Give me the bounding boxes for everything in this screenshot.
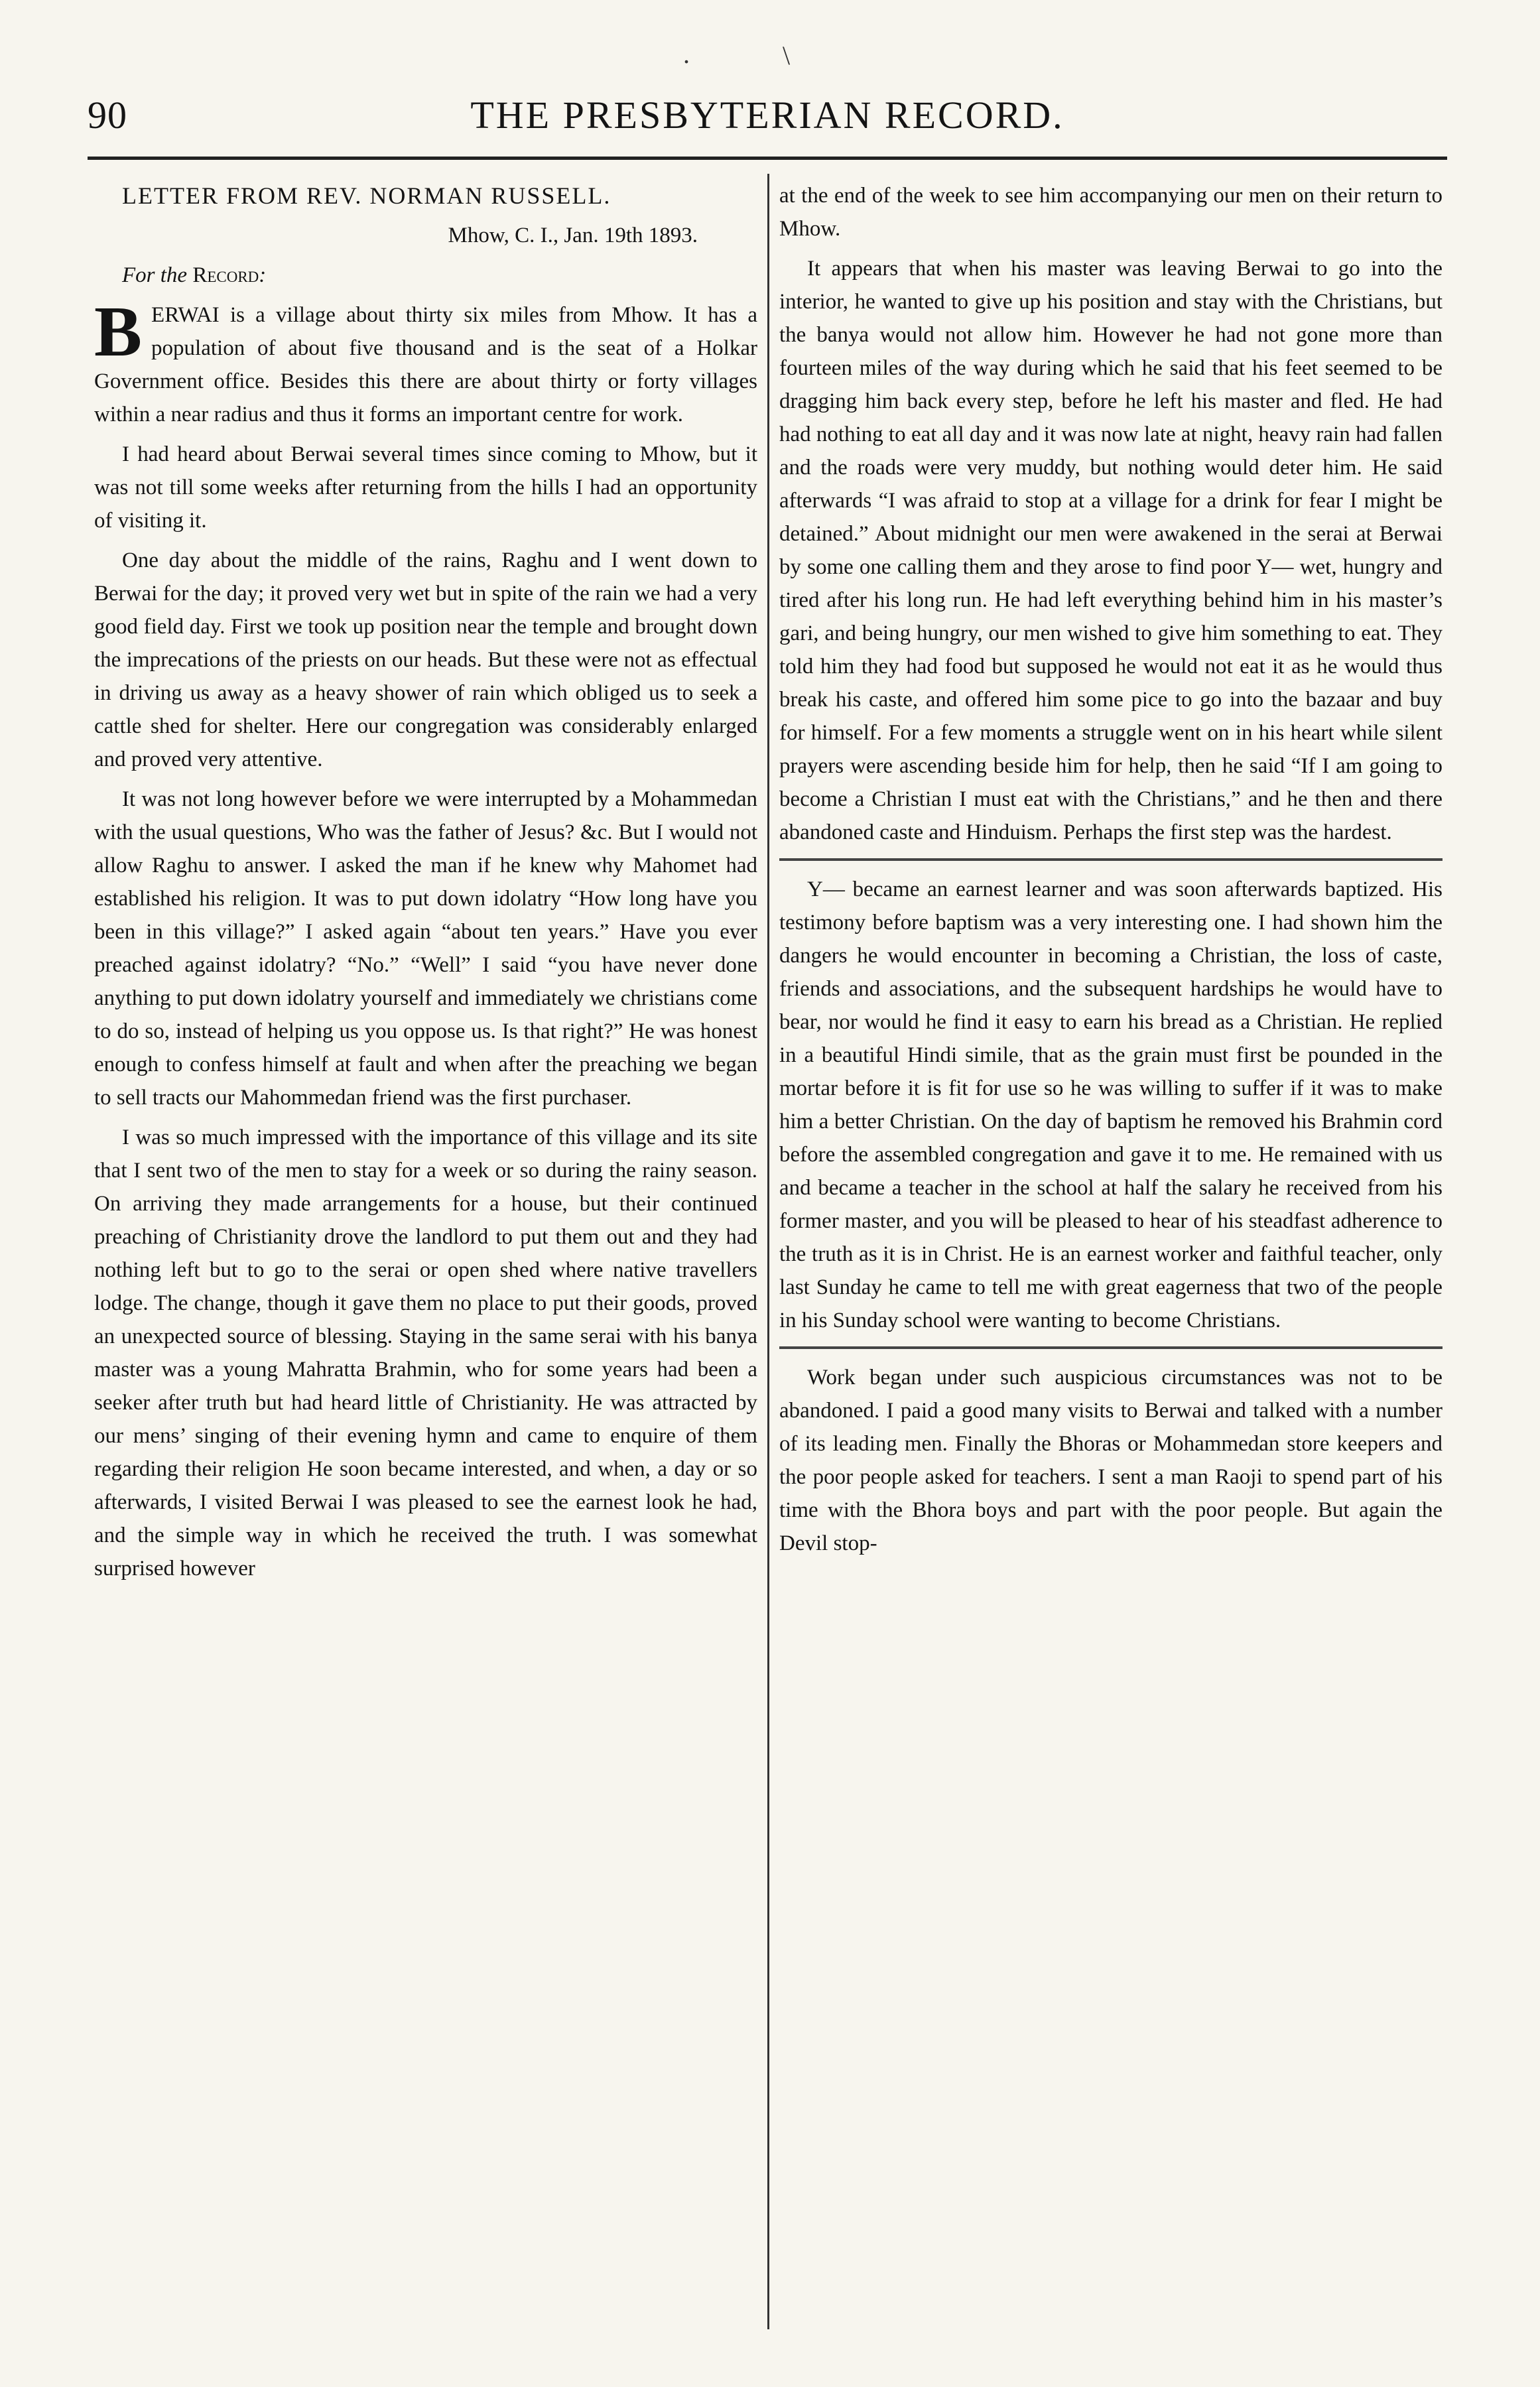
paragraph: [94, 292, 757, 431]
paragraph: at the end of the week to see him accompanying our men on their return to Mhow.: [779, 184, 1443, 241]
journal-title: THE PRESBYTERIAN RECORD.: [470, 94, 1064, 137]
right-column: [779, 179, 1443, 2328]
article-dateline: Mhow, C. I., Jan. 19th 1893.: [448, 224, 698, 247]
attribution-suffix: :: [259, 263, 267, 287]
left-column: [94, 179, 757, 2328]
margin-mark: \: [783, 40, 791, 70]
article-attribution: [94, 259, 757, 292]
paragraph: I was so much impressed with the importance of this village and its site that I sent two of the men to stay for a week or so during the rainy season. On arriving they made arrangements for a house, but their continued preaching of Christianity drove the landlord to put them out and they had nothing left but to go to the serai or open shed where native travellers lodge. The change, though it gave them no place to put their goods, proved an unexpected source of blessing. Staying in the same serai with his banya master was a young Mahratta Brahmin, who for some years had been a seeker after truth but had heard little of Christianity. He was attracted by our mens’ singing of their evening hymn and came to enquire of them regarding their religion He soon became interested, and when, a day or so afterwards, I visited Berwai I was pleased to see the earnest look he had, and the simple way in which he received the truth. I was somewhat surprised however: [94, 1126, 757, 1581]
section-rule: [779, 858, 1443, 861]
margin-mark: .: [683, 39, 690, 69]
paragraph: It appears that when his master was leaving Berwai to go into the interior, he wanted to give up his position and stay with the Christians, but the banya would not allow him. However he had not gone more than fourteen miles of the way during which he said that his feet seemed to be dragging him back every step, before he left his master and fled. He had had nothing to eat all day and it was now late at night, heavy rain had fallen and the roads were very muddy, but nothing would deter him. He said afterwards “I was afraid to stop at a village for a drink for fear I might be detained.” About midnight our men were awakened in the serai at Berwai by some one calling them and they arose to find poor Y— wet, hungry and tired after his long run. He had left everything behind him in his master’s gari, and being hungry, our men wished to give him something to eat. They told him they had food but supposed he would not eat it as he would thus break his caste, and offered him some pice to go into the bazaar and buy for himself. For a few moments a struggle went on in his heart while silent prayers were ascending beside him for help, then he said “If I am going to become a Christian I must eat with the Christians,” and he then and there abandoned caste and Hinduism. Perhaps the first step was the hardest.: [779, 257, 1443, 844]
drop-cap: B: [94, 292, 143, 371]
paragraph: I had heard about Berwai several times since coming to Mhow, but it was not till some weeks after returning from the hills I had an opportunity of visiting it.: [94, 442, 757, 533]
article-title: LETTER FROM REV. NORMAN RUSSELL.: [122, 182, 611, 209]
paragraph-text: ERWAI is a village about thirty six miles from Mhow. It has a population of about five thousand and is the seat of a Holkar Government office. Besides this there are about thirty or forty villages within a near radius and thus it forms an important centre for work.: [94, 303, 757, 426]
paragraph: One day about the middle of the rains, Raghu and I went down to Berwai for the day; it proved very wet but in spite of the rain we had a very good field day. First we took up position near the temple and brought down the imprecations of the priests on our heads. But these were not as effectual in driving us away as a heavy shower of rain which obliged us to seek a cattle shed for shelter. Here our congregation was considerably enlarged and proved very attentive.: [94, 548, 757, 771]
column-divider: [767, 174, 769, 2329]
paragraph: Work began under such auspicious circumstances was not to be abandoned. I paid a good many visits to Berwai and talked with a number of its leading men. Finally the Bhoras or Mohammedan store keepers and the poor people asked for teachers. I sent a man Raoji to spend part of his time with the Bhora boys and part with the poor people. But again the Devil stop-: [779, 1366, 1443, 1555]
page-number: 90: [88, 94, 127, 137]
header-rule: [88, 157, 1447, 160]
page-header: [88, 93, 1447, 146]
paragraph: Y— became an earnest learner and was soon afterwards baptized. His testimony before baptism was a very interesting one. I had shown him the dangers he would encounter in becoming a Christian, the loss of caste, friends and associations, and the subsequent hardships he would have to bear, nor would he find it easy to earn his bread as a Christian. He replied in a beautiful Hindi simile, that as the grain must first be pounded in the mortar before it is fit for use so he was willing to suffer if it was to make him a better Christian. On the day of baptism he removed his Brahmin cord before the assembled congregation and gave it to me. He remained with us and became a teacher in the school at half the salary he received from his former master, and you will be pleased to hear of his steadfast adherence to the truth as it is in Christ. He is an earnest worker and faithful teacher, only last Sunday he came to tell me with great eagerness that two of the people in his Sunday school were wanting to become Christians.: [779, 877, 1443, 1332]
section-rule: [779, 1346, 1443, 1349]
paragraph: It was not long however before we were interrupted by a Mohammedan with the usual questions, Who was the father of Jesus? &c. But I would not allow Raghu to answer. I asked the man if he knew why Mahomet had established his religion. It was to put down idolatry “How long have you been in this village?” I asked again “about ten years.” Have you ever preached against idolatry? “No.” “Well” I said “you have never done anything to put down idolatry yourself and immediately we christians come to do so, instead of helping us you oppose us. Is that right?” He was honest enough to confess himself at fault and when after the preaching we began to sell tracts our Mahommedan friend was the first purchaser.: [94, 787, 757, 1110]
attribution-prefix: For the: [122, 263, 188, 287]
attribution-record: Record: [192, 263, 259, 287]
